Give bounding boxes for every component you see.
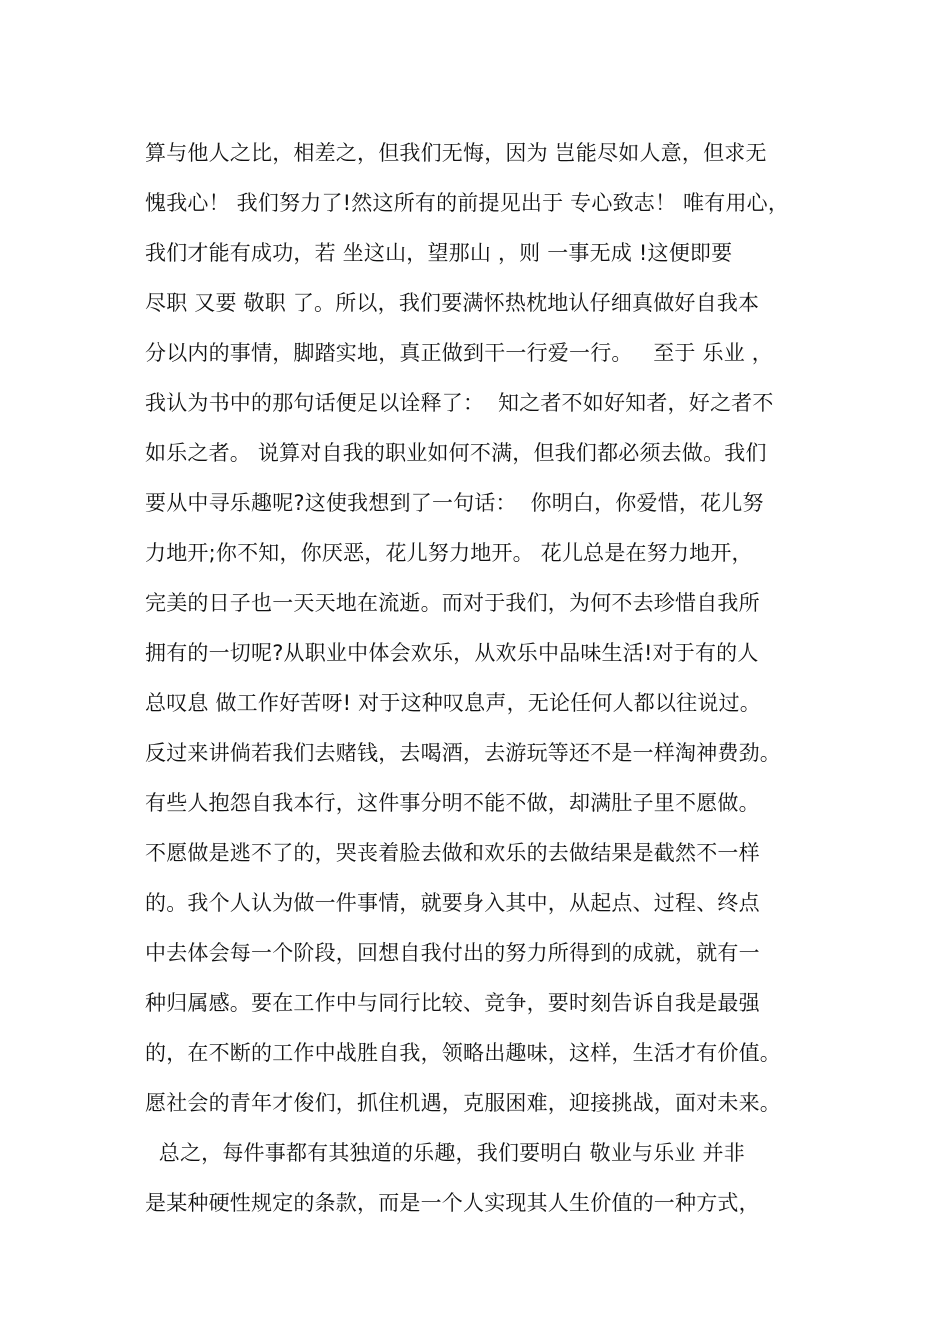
text-line: 不愿做是逃不了的，哭丧着脸去做和欢乐的去做结果是截然不一样 (145, 841, 760, 865)
body-text (145, 128, 845, 1228)
text-line: 的，在不断的工作中战胜自我，领略出趣味，这样，生活才有价值。 (145, 1041, 781, 1065)
text-line: 是某种硬性规定的条款，而是一个人实现其人生价值的一种方式， (145, 1191, 760, 1215)
text-line: 完美的日子也一天天地在流逝。而对于我们，为何不去珍惜自我所 (145, 591, 760, 615)
text-line: 分以内的事情，脚踏实地，真正做到干一行爱一行。 至于 乐业 ， (145, 341, 773, 365)
text-line: 力地开;你不知，你厌恶，花儿努力地开。 花儿总是在努力地开， (145, 541, 753, 565)
text-line: 总叹息 做工作好苦呀! 对于这种叹息声，无论任何人都以往说过。 (145, 691, 761, 715)
text-line: 种归属感。要在工作中与同行比较、竞争，要时刻告诉自我是最强 (145, 991, 760, 1015)
text-line: 尽职 又要 敬职 了。所以，我们要满怀热枕地认仔细真做好自我本 (145, 291, 760, 315)
text-line: 中去体会每一个阶段，回想自我付出的努力所得到的成就，就有一 (145, 941, 760, 965)
text-line: 如乐之者。 说算对自我的职业如何不满，但我们都必须去做。我们 (145, 441, 767, 465)
text-line: 我们才能有成功，若 坐这山，望那山 ，则 一事无成 !这便即要 (145, 241, 733, 265)
text-line: 算与他人之比，相差之，但我们无悔，因为 岂能尽如人意，但求无 (145, 141, 767, 165)
text-line: 愧我心！ 我们努力了!然这所有的前提见出于 专心致志！ 唯有用心， (145, 191, 790, 215)
text-line: 要从中寻乐趣呢?这使我想到了一句话： 你明白，你爱惜，花儿努 (145, 491, 764, 515)
text-line: 我认为书中的那句话便足以诠释了： 知之者不如好知者，好之者不 (145, 391, 774, 415)
text-line: 反过来讲倘若我们去赌钱，去喝酒，去游玩等还不是一样淘神费劲。 (145, 741, 781, 765)
text-line: 有些人抱怨自我本行，这件事分明不能不做，却满肚子里不愿做。 (145, 791, 760, 815)
text-line: 总之，每件事都有其独道的乐趣，我们要明白 敬业与乐业 并非 (145, 1141, 745, 1165)
text-line: 的。我个人认为做一件事情，就要身入其中，从起点、过程、终点 (145, 891, 760, 915)
text-line: 拥有的一切呢?从职业中体会欢乐，从欢乐中品味生活!对于有的人 (145, 641, 759, 665)
text-line: 愿社会的青年才俊们，抓住机遇，克服困难，迎接挑战，面对未来。 (145, 1091, 781, 1115)
